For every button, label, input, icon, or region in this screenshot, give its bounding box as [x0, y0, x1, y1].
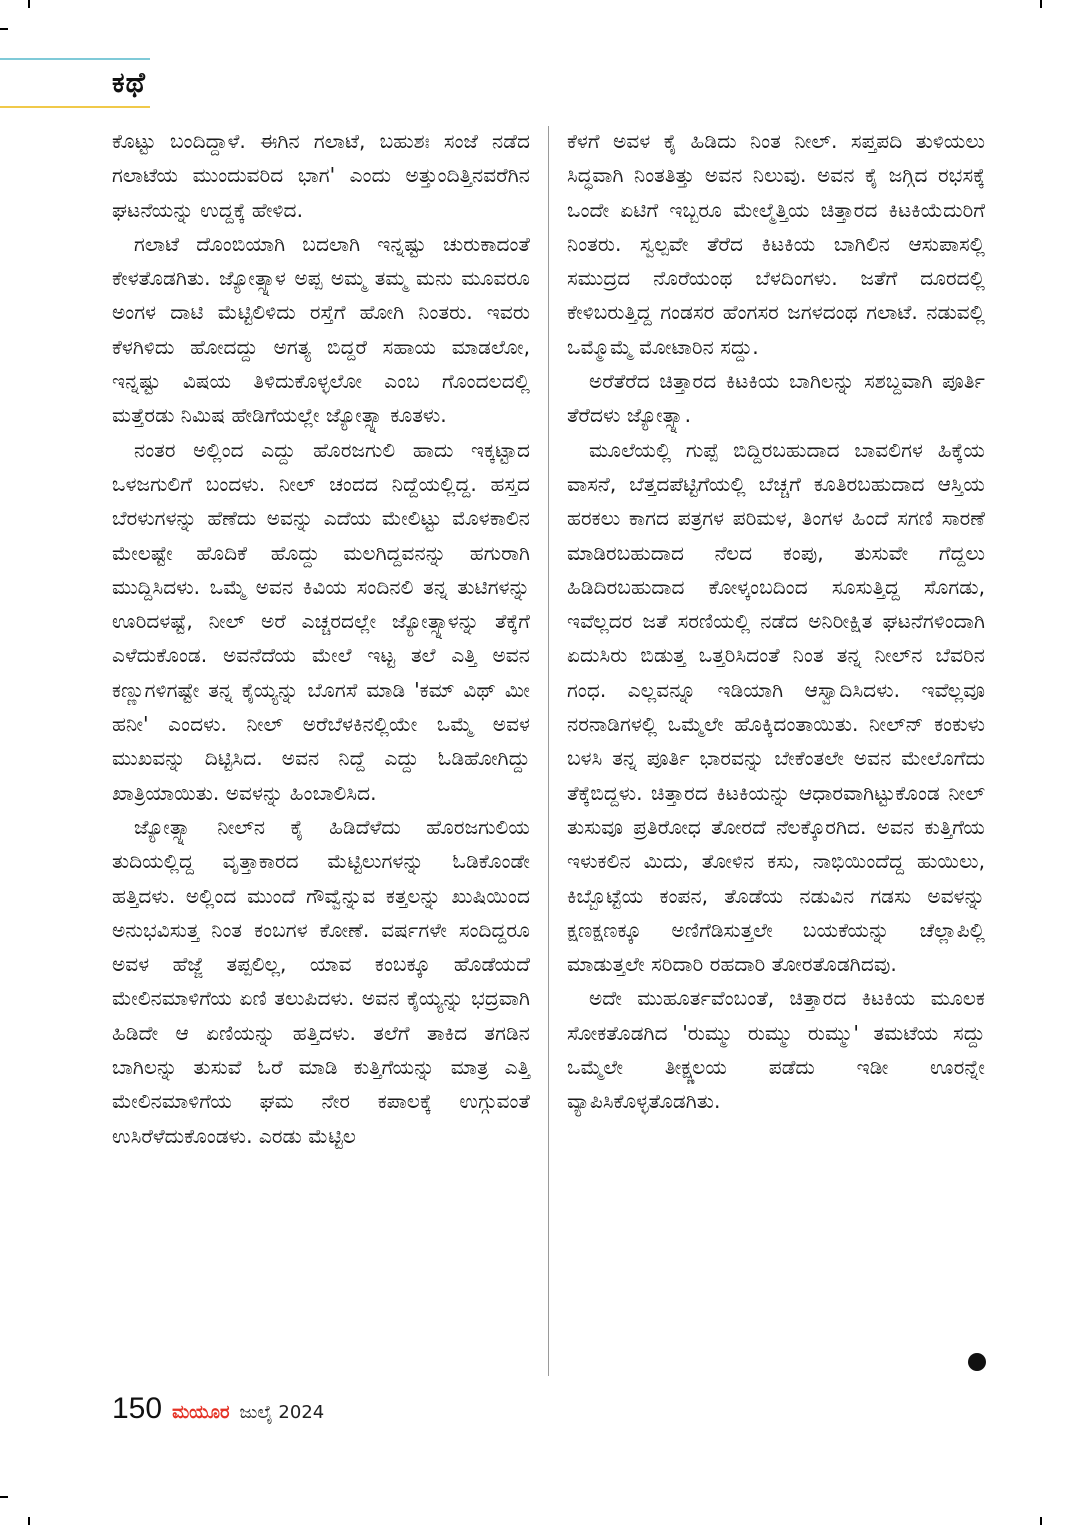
- header-accent-rule-bottom: [0, 106, 150, 108]
- crop-mark: [0, 1496, 8, 1498]
- page-number: 150: [112, 1392, 163, 1425]
- paragraph: ಮೂಲೆಯಲ್ಲಿ ಗುಪ್ಪೆ ಬಿದ್ದಿರಬಹುದಾದ ಬಾವಲಿಗಳ ಹಿಕ್ಕೆಯ ವಾಸನೆ, ಬೆತ್ತದಪೆಟ್ಟಿಗೆಯಲ್ಲಿ ಬೆಚ್ಚಗೆ ಕೂತಿರಬಹುದಾದ ಆಸ್ತಿಯ ಹರಕಲು ಕಾಗದ ಪತ್ರಗಳ ಪರಿಮಳ, ತಿಂಗಳ ಹಿಂದೆ ಸಗಣಿ ಸಾರಣೆ ಮಾಡಿರಬಹುದಾದ ನೆಲದ ಕಂಪು, ತುಸುವೇ ಗೆದ್ದಲು ಹಿಡಿದಿರಬಹುದಾದ ಕೋಳ್ಕಂಬದಿಂದ ಸೂಸುತ್ತಿದ್ದ ಸೊಗಡು, ಇವೆಲ್ಲದರ ಜತೆ ಸರಣಿಯಲ್ಲಿ ನಡೆದ ಅನಿರೀಕ್ಷಿತ ಘಟನೆಗಳಿಂದಾಗಿ ಏದುಸಿರು ಬಿಡುತ್ತ ಒತ್ತರಿಸಿದಂತೆ ನಿಂತ ತನ್ನ ನೀಲ್‌ನ ಬೆವರಿನ ಗಂಧ. ಎಲ್ಲವನ್ನೂ ಇಡಿಯಾಗಿ ಆಸ್ವಾದಿಸಿದಳು. ಇವೆಲ್ಲವೂ ನರನಾಡಿಗಳಲ್ಲಿ ಒಮ್ಮೆಲೇ ಹೊಕ್ಕಿದಂತಾಯಿತು. ನೀಲ್‌ನ್ ಕಂಕುಳು ಬಳಸಿ ತನ್ನ ಪೂರ್ತಿ ಭಾರವನ್ನು ಬೇಕೆಂತಲೇ ಅವನ ಮೇಲೊಗೆದು ತೆಕ್ಕೆಬಿದ್ದಳು. ಚಿತ್ತಾರದ ಕಿಟಕಿಯನ್ನು ಆಧಾರವಾಗಿಟ್ಟುಕೊಂಡ ನೀಲ್ ತುಸುವೂ ಪ್ರತಿರೋಧ ತೋರದೆ ನೆಲಕ್ಕೊರಗಿದ. ಅವನ ಕುತ್ತಿಗೆಯ ಇಳುಕಲಿನ ಮಿದು, ತೋಳಿನ ಕಸು, ನಾಭಿಯಿಂದೆದ್ದ ಹುಯಿಲು, ಕಿಬ್ಬೊಟ್ಟೆಯ ಕಂಪನ, ತೊಡೆಯ ನಡುವಿನ ಗಡಸು ಅವಳನ್ನು ಕ್ಷಣಕ್ಷಣಕ್ಕೂ ಅಣಿಗೆಡಿಸುತ್ತಲೇ ಬಯಕೆಯನ್ನು ಚೆಲ್ಲಾಪಿಲ್ಲಿ ಮಾಡುತ್ತಲೇ ಸರಿದಾರಿ ರಹದಾರಿ ತೋರತೊಡಗಿದವು.: [567, 437, 985, 977]
- article-column-left: [112, 124, 530, 1153]
- crop-mark: [28, 1517, 30, 1525]
- header-accent-rule-top: [0, 58, 150, 60]
- paragraph: ಗಲಾಟೆ ದೊಂಬಿಯಾಗಿ ಬದಲಾಗಿ ಇನ್ನಷ್ಟು ಚುರುಕಾದಂತೆ ಕೇಳತೊಡಗಿತು. ಜ್ಯೋತ್ಸ್ನಾಳ ಅಪ್ಪ ಅಮ್ಮ ತಮ್ಮ ಮನು ಮೂವರೂ ಅಂಗಳ ದಾಟಿ ಮೆಟ್ಟಿಲಿಳಿದು ರಸ್ತೆಗೆ ಹೋಗಿ ನಿಂತರು. ಇವರು ಕೆಳಗಿಳಿದು ಹೋದದ್ದು ಅಗತ್ಯ ಬಿದ್ದರೆ ಸಹಾಯ ಮಾಡಲೋ, ಇನ್ನಷ್ಟು ವಿಷಯ ತಿಳಿದುಕೊಳ್ಳಲೋ ಎಂಬ ಗೊಂದಲದಲ್ಲಿ ಮತ್ತೆರಡು ನಿಮಿಷ ಹೇಡಿಗೆಯಲ್ಲೇ ಜ್ಯೋತ್ಸ್ನಾ ಕೂತಳು.: [112, 231, 530, 428]
- issue-date: ಜುಲೈ 2024: [239, 1402, 325, 1423]
- crop-mark: [0, 28, 8, 30]
- article-column-right: [567, 124, 985, 1119]
- page-footer: [112, 1392, 324, 1432]
- story-end-bullet-icon: [968, 1353, 986, 1371]
- paragraph: ಅದೇ ಮುಹೂರ್ತವೆಂಬಂತೆ, ಚಿತ್ತಾರದ ಕಿಟಕಿಯ ಮೂಲಕ ಸೋಕತೊಡಗಿದ 'ರುಮ್ಮು ರುಮ್ಮು ರುಮ್ಮು' ತಮಟೆಯ ಸದ್ದು ಒಮ್ಮೆಲೇ ತೀಕ್ಷ್ಣಲಯ ಪಡೆದು ಇಡೀ ಊರನ್ನೇ ವ್ಯಾಪಿಸಿಕೊಳ್ಳತೊಡಗಿತು.: [567, 986, 985, 1114]
- column-divider: [548, 126, 549, 1376]
- paragraph: ಕೆಳಗೆ ಅವಳ ಕೈ ಹಿಡಿದು ನಿಂತ ನೀಲ್. ಸಪ್ತಪದಿ ತುಳಿಯಲು ಸಿದ್ಧವಾಗಿ ನಿಂತತಿತ್ತು ಅವನ ನಿಲುವು. ಅವನ ಕೈ ಜಗ್ಗಿದ ರಭಸಕ್ಕೆ ಒಂದೇ ಏಟಿಗೆ ಇಬ್ಬರೂ ಮೇಲ್ಮೆತ್ತಿಯ ಚಿತ್ತಾರದ ಕಿಟಕಿಯೆದುರಿಗೆ ನಿಂತರು. ಸ್ವಲ್ಪವೇ ತೆರೆದ ಕಿಟಕಿಯ ಬಾಗಿಲಿನ ಆಸುಪಾಸಲ್ಲಿ ಸಮುದ್ರದ ನೊರೆಯಂಥ ಬೆಳದಿಂಗಳು. ಜತೆಗೆ ದೂರದಲ್ಲಿ ಕೇಳಿಬರುತ್ತಿದ್ದ ಗಂಡಸರ ಹೆಂಗಸರ ಜಗಳದಂಥ ಗಲಾಟೆ. ನಡುವಲ್ಲಿ ಒಮ್ಮೊಮ್ಮೆ ಮೋಟಾರಿನ ಸದ್ದು.: [567, 129, 985, 359]
- paragraph: ಜ್ಯೋತ್ಸ್ನಾ ನೀಲ್‌ನ ಕೈ ಹಿಡಿದೆಳೆದು ಹೊರಜಗುಲಿಯ ತುದಿಯಲ್ಲಿದ್ದ ವೃತ್ತಾಕಾರದ ಮೆಟ್ಟಿಲುಗಳನ್ನು ಓಡಿಕೊಂಡೇ ಹತ್ತಿದಳು. ಅಲ್ಲಿಂದ ಮುಂದೆ ಗೌವ್ವೆನ್ನುವ ಕತ್ತಲನ್ನು ಖುಷಿಯಿಂದ ಅನುಭವಿಸುತ್ತ ನಿಂತ ಕಂಬಗಳ ಕೋಣೆ. ವರ್ಷಗಳೇ ಸಂದಿದ್ದರೂ ಅವಳ ಹೆಜ್ಜೆ ತಪ್ಪಲಿಲ್ಲ, ಯಾವ ಕಂಬಕ್ಕೂ ಹೊಡೆಯದೆ ಮೇಲಿನಮಾಳಿಗೆಯ ಏಣಿ ತಲುಪಿದಳು. ಅವನ ಕೈಯ್ಯನ್ನು ಭದ್ರವಾಗಿ ಹಿಡಿದೇ ಆ ಏಣಿಯನ್ನು ಹತ್ತಿದಳು. ತಲೆಗೆ ತಾಕಿದ ತಗಡಿನ ಬಾಗಿಲನ್ನು ತುಸುವೆ ಓರೆ ಮಾಡಿ ಕುತ್ತಿಗೆಯನ್ನು ಮಾತ್ರ ಎತ್ತಿ ಮೇಲಿನಮಾಳಿಗೆಯ ಘಮ ನೇರ ಕಪಾಲಕ್ಕೆ ಉಗ್ಗುವಂತೆ ಉಸಿರೆಳೆದುಕೊಂಡಳು. ಎರಡು ಮೆಟ್ಟಿಲ: [112, 814, 530, 1148]
- crop-mark: [1040, 0, 1042, 8]
- crop-mark: [1040, 1517, 1042, 1525]
- magazine-logo: ಮಯೂರ: [172, 1402, 230, 1423]
- paragraph: ಅರೆತೆರೆದ ಚಿತ್ತಾರದ ಕಿಟಕಿಯ ಬಾಗಿಲನ್ನು ಸಶಬ್ದವಾಗಿ ಪೂರ್ತಿ ತೆರೆದಳು ಜ್ಯೋತ್ಸ್ನಾ.: [567, 369, 985, 428]
- paragraph: ಕೊಟ್ಟು ಬಂದಿದ್ದಾಳೆ. ಈಗಿನ ಗಲಾಟೆ, ಬಹುಶಃ ಸಂಜೆ ನಡೆದ ಗಲಾಟೆಯ ಮುಂದುವರಿದ ಭಾಗ' ಎಂದು ಅತ್ತುಂದಿತ್ತಿನವರೆಗಿನ ಘಟನೆಯನ್ನು ಉದ್ದಕ್ಕೆ ಹೇಳಿದ.: [112, 129, 530, 222]
- paragraph: ನಂತರ ಅಲ್ಲಿಂದ ಎದ್ದು ಹೊರಜಗುಲಿ ಹಾದು ಇಕ್ಕಟ್ಟಾದ ಒಳಜಗುಲಿಗೆ ಬಂದಳು. ನೀಲ್ ಚಂದದ ನಿದ್ದೆಯಲ್ಲಿದ್ದ. ಹಸ್ತದ ಬೆರಳುಗಳನ್ನು ಹೆಣೆದು ಅವನ್ನು ಎದೆಯ ಮೇಲಿಟ್ಟು ಮೊಳಕಾಲಿನ ಮೇಲಷ್ಟೇ ಹೊದಿಕೆ ಹೊದ್ದು ಮಲಗಿದ್ದವನನ್ನು ಹಗುರಾಗಿ ಮುದ್ದಿಸಿದಳು. ಒಮ್ಮೆ ಅವನ ಕಿವಿಯ ಸಂದಿನಲಿ ತನ್ನ ತುಟಿಗಳನ್ನು ಊರಿದಳಷ್ಟೆ, ನೀಲ್ ಅರೆ ಎಚ್ಚರದಲ್ಲೇ ಜ್ಯೋತ್ಸ್ನಾಳನ್ನು ತೆಕ್ಕೆಗೆ ಎಳೆದುಕೊಂಡ. ಅವನೆದೆಯ ಮೇಲೆ ಇಟ್ಟ ತಲೆ ಎತ್ತಿ ಅವನ ಕಣ್ಣುಗಳಿಗಷ್ಟೇ ತನ್ನ ಕೈಯ್ಯನ್ನು ಬೊಗಸೆ ಮಾಡಿ 'ಕಮ್ ವಿಥ್ ಮೀ ಹನೀ' ಎಂದಳು. ನೀಲ್ ಅರೆಬೆಳಕಿನಲ್ಲಿಯೇ ಒಮ್ಮೆ ಅವಳ ಮುಖವನ್ನು ದಿಟ್ಟಿಸಿದ. ಅವನ ನಿದ್ದೆ ಎದ್ದು ಓಡಿಹೋಗಿದ್ದು ಖಾತ್ರಿಯಾಯಿತು. ಅವಳನ್ನು ಹಿಂಬಾಲಿಸಿದ.: [112, 437, 530, 805]
- crop-mark: [28, 0, 30, 8]
- section-title: ಕಥೆ: [112, 66, 146, 99]
